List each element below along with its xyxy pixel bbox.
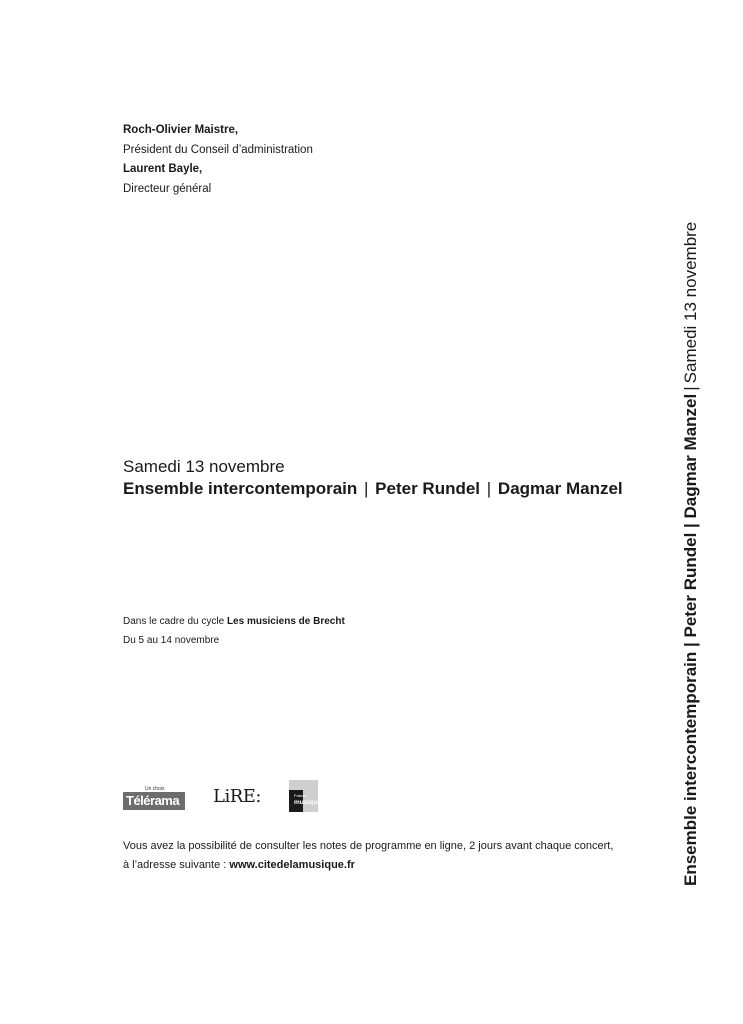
notice-line2 bbox=[123, 856, 663, 875]
side-performers: Ensemble intercontemporain | Peter Rundel | Dagmar Manzel bbox=[681, 393, 700, 886]
cycle-line bbox=[123, 612, 345, 631]
concert-heading bbox=[123, 456, 653, 500]
performer-conductor: Peter Rundel bbox=[375, 479, 481, 498]
telerama-logo-word: Télérama bbox=[126, 793, 180, 808]
cycle-dates: Du 5 au 14 novembre bbox=[123, 635, 220, 646]
notice-prefix: à l’adresse suivante : bbox=[123, 859, 230, 871]
france-musique-logo bbox=[289, 780, 321, 812]
performer-ensemble: Ensemble intercontemporain bbox=[123, 479, 358, 498]
online-notes-notice bbox=[123, 837, 663, 875]
france-musique-logo-small: France bbox=[294, 793, 307, 798]
title-separator: | bbox=[364, 479, 369, 498]
lire-logo: LiRE: bbox=[213, 786, 261, 807]
director-role: Directeur général bbox=[123, 182, 212, 195]
credits-block bbox=[123, 121, 313, 199]
cycle-name: Les musiciens de Brecht bbox=[226, 616, 345, 627]
telerama-logo bbox=[123, 788, 185, 812]
cycle-info bbox=[123, 612, 345, 650]
chairman-role: Président du Conseil d’administration bbox=[123, 143, 313, 156]
concert-title bbox=[123, 478, 653, 500]
side-separator: | bbox=[681, 386, 700, 391]
notice-line1: Vous avez la possibilité de consulter les notes de programme en ligne, 2 jours avant chaque concert, bbox=[123, 840, 614, 852]
france-musique-logo-word: musique bbox=[294, 799, 321, 806]
side-date: Samedi 13 novembre bbox=[681, 221, 700, 384]
title-separator: | bbox=[486, 479, 492, 498]
cycle-prefix: Dans le cadre du cycle bbox=[123, 616, 227, 627]
vertical-side-title bbox=[680, 206, 702, 886]
website-link[interactable]: www.citedelamusique.fr bbox=[229, 859, 355, 871]
chairman-name: Roch-Olivier Maistre, bbox=[123, 124, 239, 136]
director-name: Laurent Bayle, bbox=[123, 163, 203, 175]
performer-soloist: Dagmar Manzel bbox=[497, 479, 623, 498]
concert-date: Samedi 13 novembre bbox=[123, 457, 285, 476]
telerama-logo-top: Un choix bbox=[145, 786, 165, 792]
